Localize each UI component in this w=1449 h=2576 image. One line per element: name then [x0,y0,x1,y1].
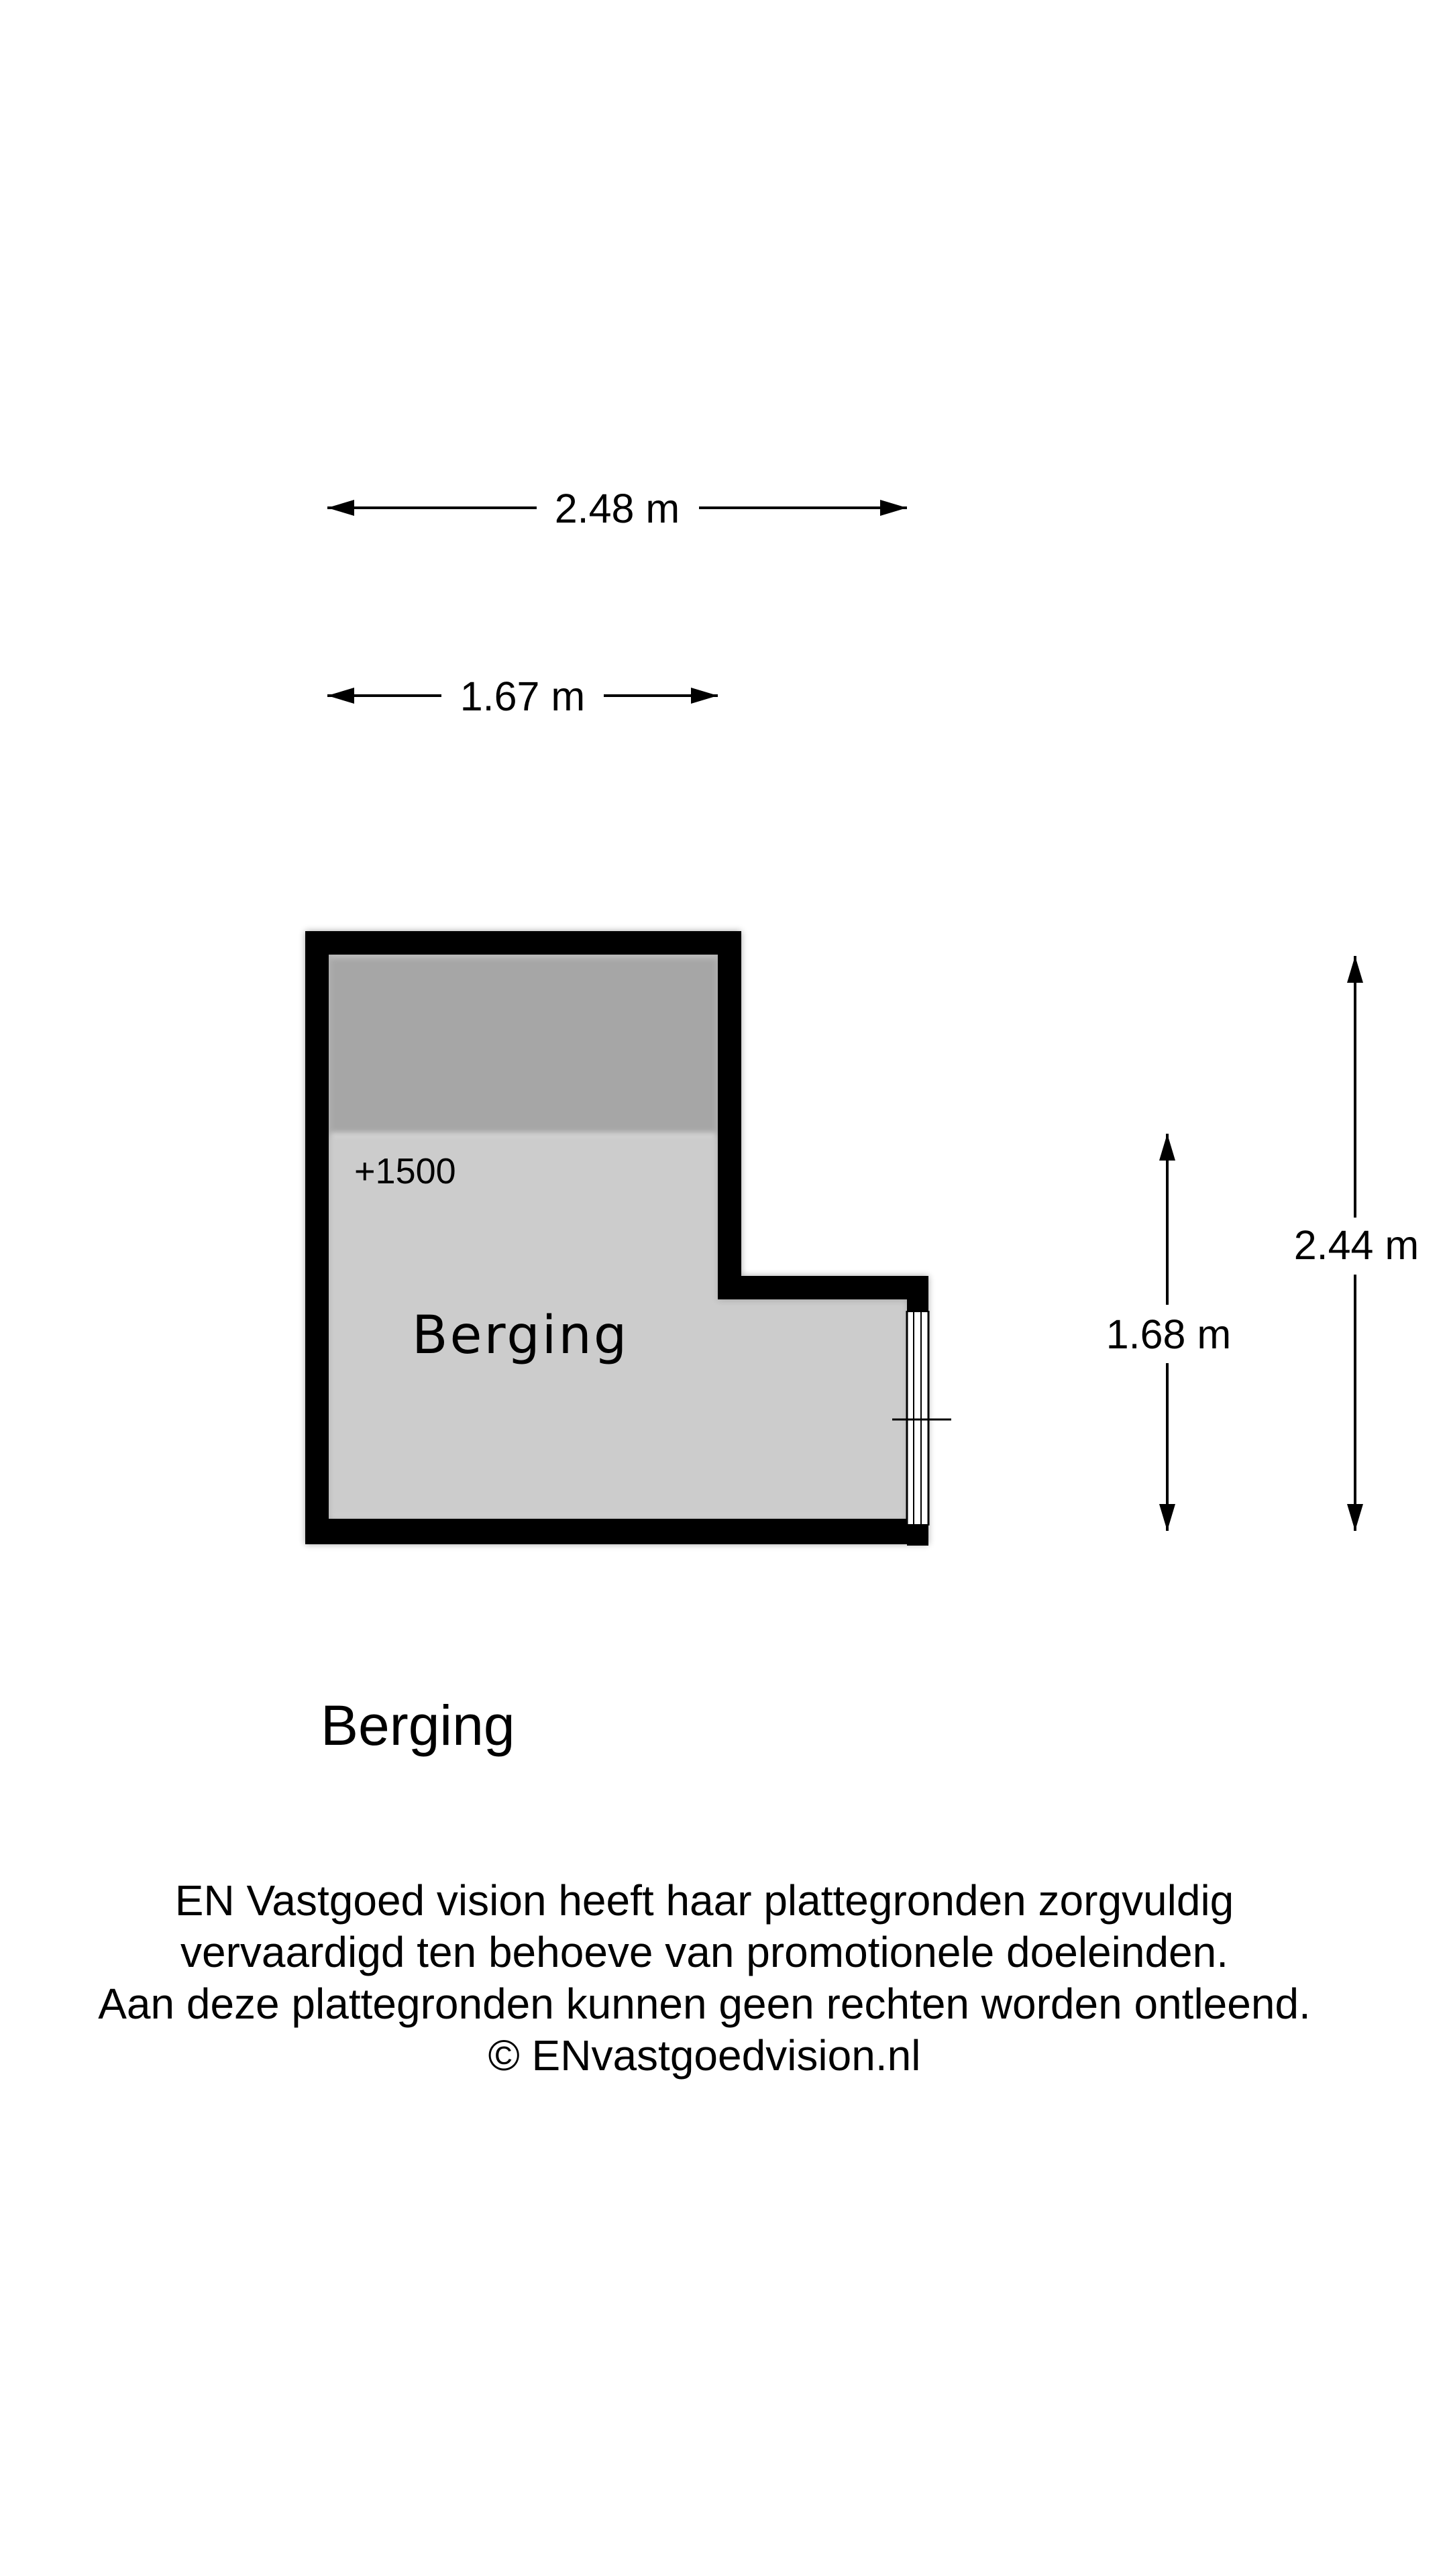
arrowhead-down [1159,1504,1175,1531]
dimension-inner-height [1106,1134,1232,1531]
room-berging [329,956,907,1517]
arrowhead-left [327,500,354,516]
disclaimer [0,1875,1409,2082]
raised-floor-area [329,956,718,1136]
dimension-inner-width [327,674,718,719]
floor-caption: Berging [321,1694,515,1757]
room-label: Berging [412,1305,629,1366]
disclaimer-line: EN Vastgoed vision heeft haar plattegronden zorgvuldig [174,1876,1234,1925]
arrowhead-left [327,688,354,704]
arrowhead-down [1347,1504,1363,1531]
dimension-label: 2.44 m [1293,1222,1419,1268]
arrowhead-up [1347,956,1363,983]
level-marker: +1500 [354,1151,456,1191]
arrowhead-up [1159,1134,1175,1161]
disclaimer-line: vervaardigd ten behoeve van promotionele doeleinden. [180,1928,1228,1976]
dimension-total-width [327,486,907,531]
dimension-label: 1.68 m [1106,1311,1232,1357]
disclaimer-line: Aan deze plattegronden kunnen geen rechten worden ontleend. [98,1980,1311,2028]
dimension-total-height [1294,956,1419,1531]
arrowhead-right [880,500,907,516]
dimension-label: 2.48 m [554,486,680,531]
copyright: © ENvastgoedvision.nl [488,2031,921,2080]
dimension-label: 1.67 m [460,674,586,719]
arrowhead-right [691,688,718,704]
